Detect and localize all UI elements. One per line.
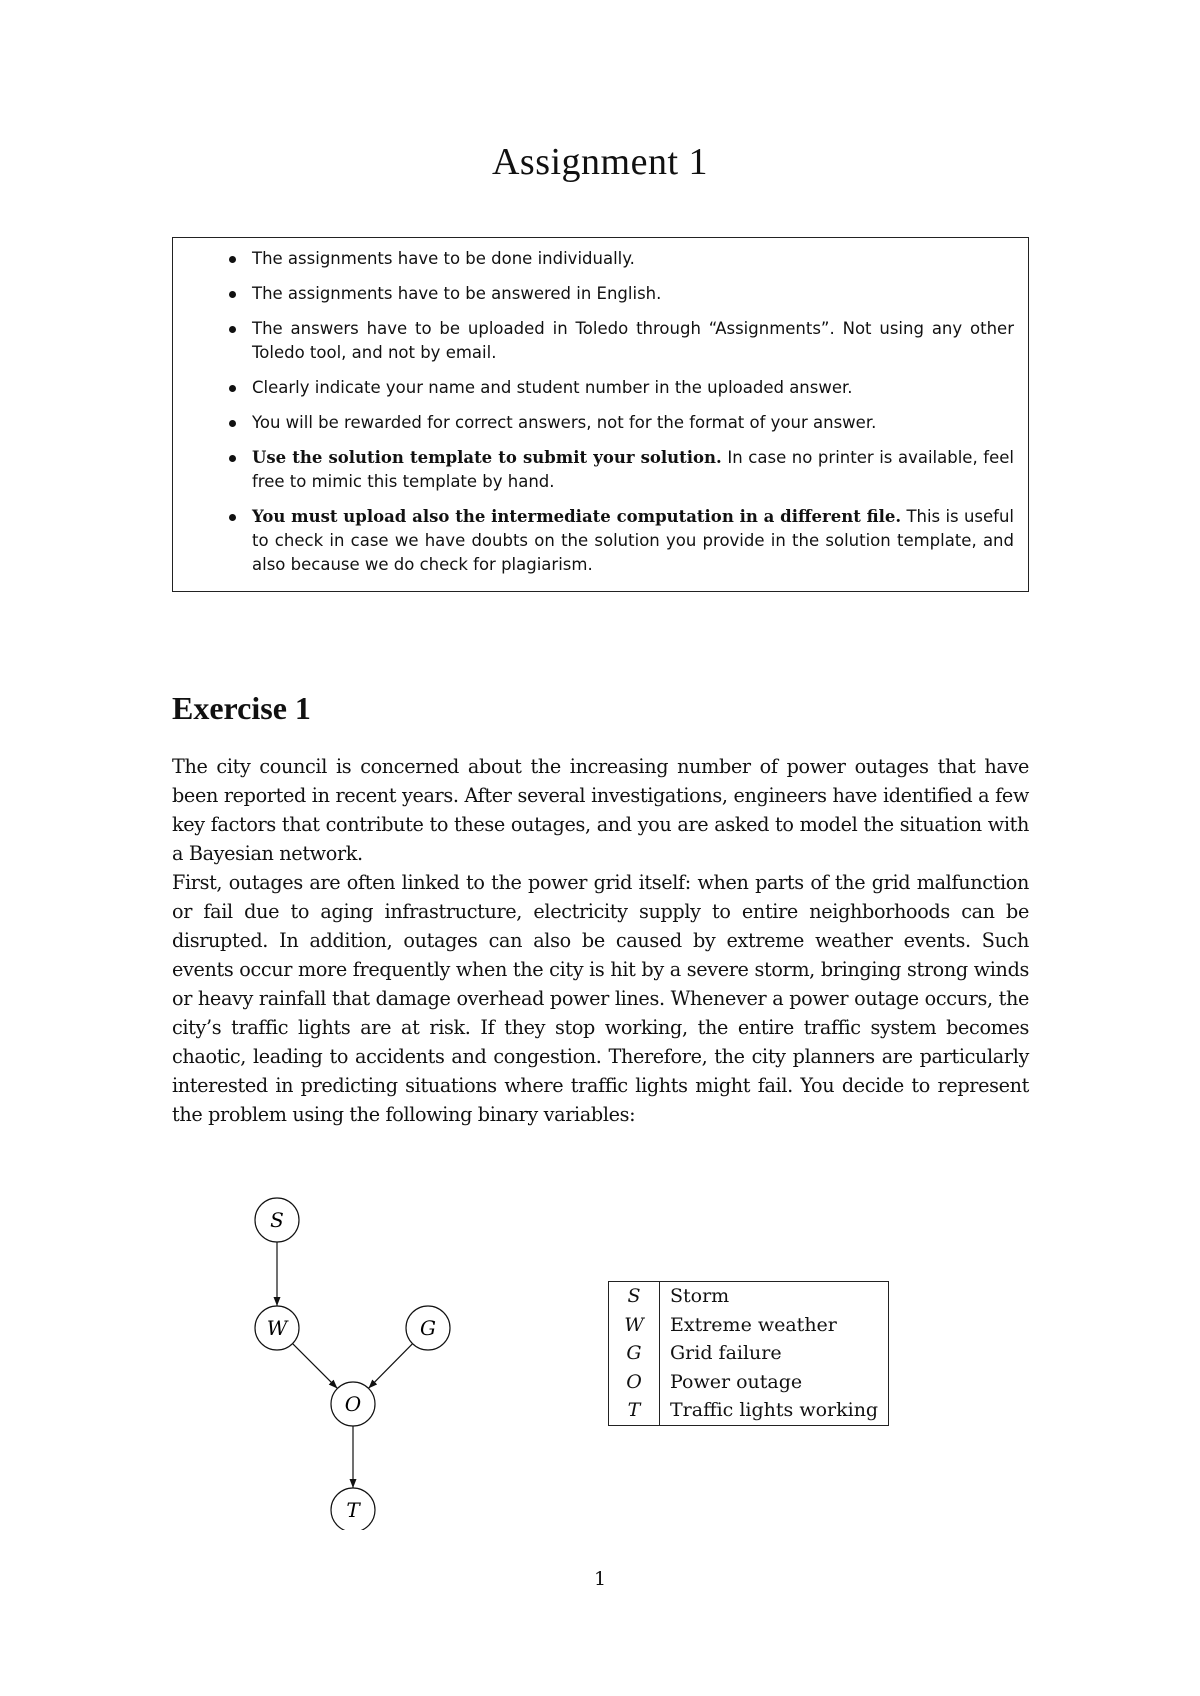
instruction-text: The assignments have to be answered in English. xyxy=(252,284,662,303)
bullet-icon xyxy=(229,291,236,298)
instructions-list xyxy=(252,247,1014,588)
table-row xyxy=(609,1396,889,1425)
bullet-icon xyxy=(229,420,236,427)
instruction-item xyxy=(252,376,1014,400)
instruction-text: Clearly indicate your name and student number in the uploaded answer. xyxy=(252,378,853,397)
instruction-text: The assignments have to be done individually. xyxy=(252,249,635,268)
node-o xyxy=(331,1382,375,1426)
instruction-item xyxy=(252,411,1014,435)
variables-table xyxy=(608,1281,889,1426)
variable-symbol: G xyxy=(609,1339,660,1368)
variable-symbol: O xyxy=(609,1368,660,1397)
instructions-box xyxy=(172,237,1029,592)
edge-g-o xyxy=(368,1344,412,1389)
variable-description: Extreme weather xyxy=(670,1313,837,1336)
page-title: Assignment 1 xyxy=(491,141,709,183)
table-row xyxy=(609,1339,889,1368)
instruction-item xyxy=(252,446,1014,494)
node-t xyxy=(331,1488,375,1530)
page-number: 1 xyxy=(593,1568,607,1590)
variable-description: Power outage xyxy=(670,1370,803,1393)
variable-description: Traffic lights working xyxy=(670,1399,879,1421)
instruction-item xyxy=(252,505,1014,577)
node-w xyxy=(255,1306,299,1350)
instruction-bold: You must upload also the intermediate computation in a different file. xyxy=(252,507,902,526)
edge-w-o xyxy=(293,1344,338,1389)
bayesian-network-diagram xyxy=(235,1180,465,1530)
instruction-text: In case no printer is available, feel free to mimic this template by hand. xyxy=(252,448,1014,491)
table-row xyxy=(609,1368,889,1397)
bullet-icon xyxy=(229,326,236,333)
node-s xyxy=(255,1198,299,1242)
instruction-text: The answers have to be uploaded in Toledo through “Assignments”. Not using any other Toledo tool, and not by email. xyxy=(252,319,1014,362)
variable-symbol: S xyxy=(609,1282,660,1311)
variable-description: Grid failure xyxy=(670,1342,782,1364)
table-row xyxy=(609,1311,889,1340)
bullet-icon xyxy=(229,385,236,392)
bullet-icon xyxy=(229,514,236,521)
variable-symbol: T xyxy=(609,1396,660,1425)
instruction-bold: Use the solution template to submit your solution. xyxy=(252,448,722,467)
instruction-item xyxy=(252,282,1014,306)
instruction-text: You will be rewarded for correct answers, not for the format of your answer. xyxy=(252,413,877,432)
exercise-heading: Exercise 1 xyxy=(172,690,311,726)
node-label: T xyxy=(346,1498,360,1522)
bullet-icon xyxy=(229,256,236,263)
table-row xyxy=(609,1282,889,1311)
variable-symbol: W xyxy=(609,1311,660,1340)
variable-description: Storm xyxy=(670,1285,730,1307)
paragraph: First, outages are often linked to the power grid itself: when parts of the grid malfunction or fail due to aging infrastructure, electricity supply to entire neighborhoods can be disrupted. In addition, outages can also be caused by extreme weather events. Such events occur more frequently when the city is hit by a severe storm, bringing strong winds or heavy rainfall that damage overhead power lines. Whenever a power outage occurs, the city’s traffic lights are at risk. If they stop working, the entire traffic system becomes chaotic, leading to accidents and congestion. Therefore, the city planners are particularly interested in predicting situations where traffic lights might fail. You decide to represent the problem using the following binary variables: xyxy=(172,871,1029,1126)
instruction-text: This is useful to check in case we have doubts on the solution you provide in the solution template, and also because we do check for plagiarism. xyxy=(252,507,1014,574)
bullet-icon xyxy=(229,455,236,462)
node-label: O xyxy=(344,1392,362,1416)
exercise-description xyxy=(172,752,1029,1129)
paragraph: The city council is concerned about the increasing number of power outages that have been reported in recent years. After several investigations, engineers have identified a few key factors that contribute to these outages, and you are asked to model the situation with a Bayesian network. xyxy=(172,755,1029,865)
node-label: W xyxy=(266,1316,288,1340)
instruction-item xyxy=(252,247,1014,271)
node-label: G xyxy=(420,1316,436,1340)
node-label: S xyxy=(270,1208,284,1232)
node-g xyxy=(406,1306,450,1350)
instruction-item xyxy=(252,317,1014,365)
